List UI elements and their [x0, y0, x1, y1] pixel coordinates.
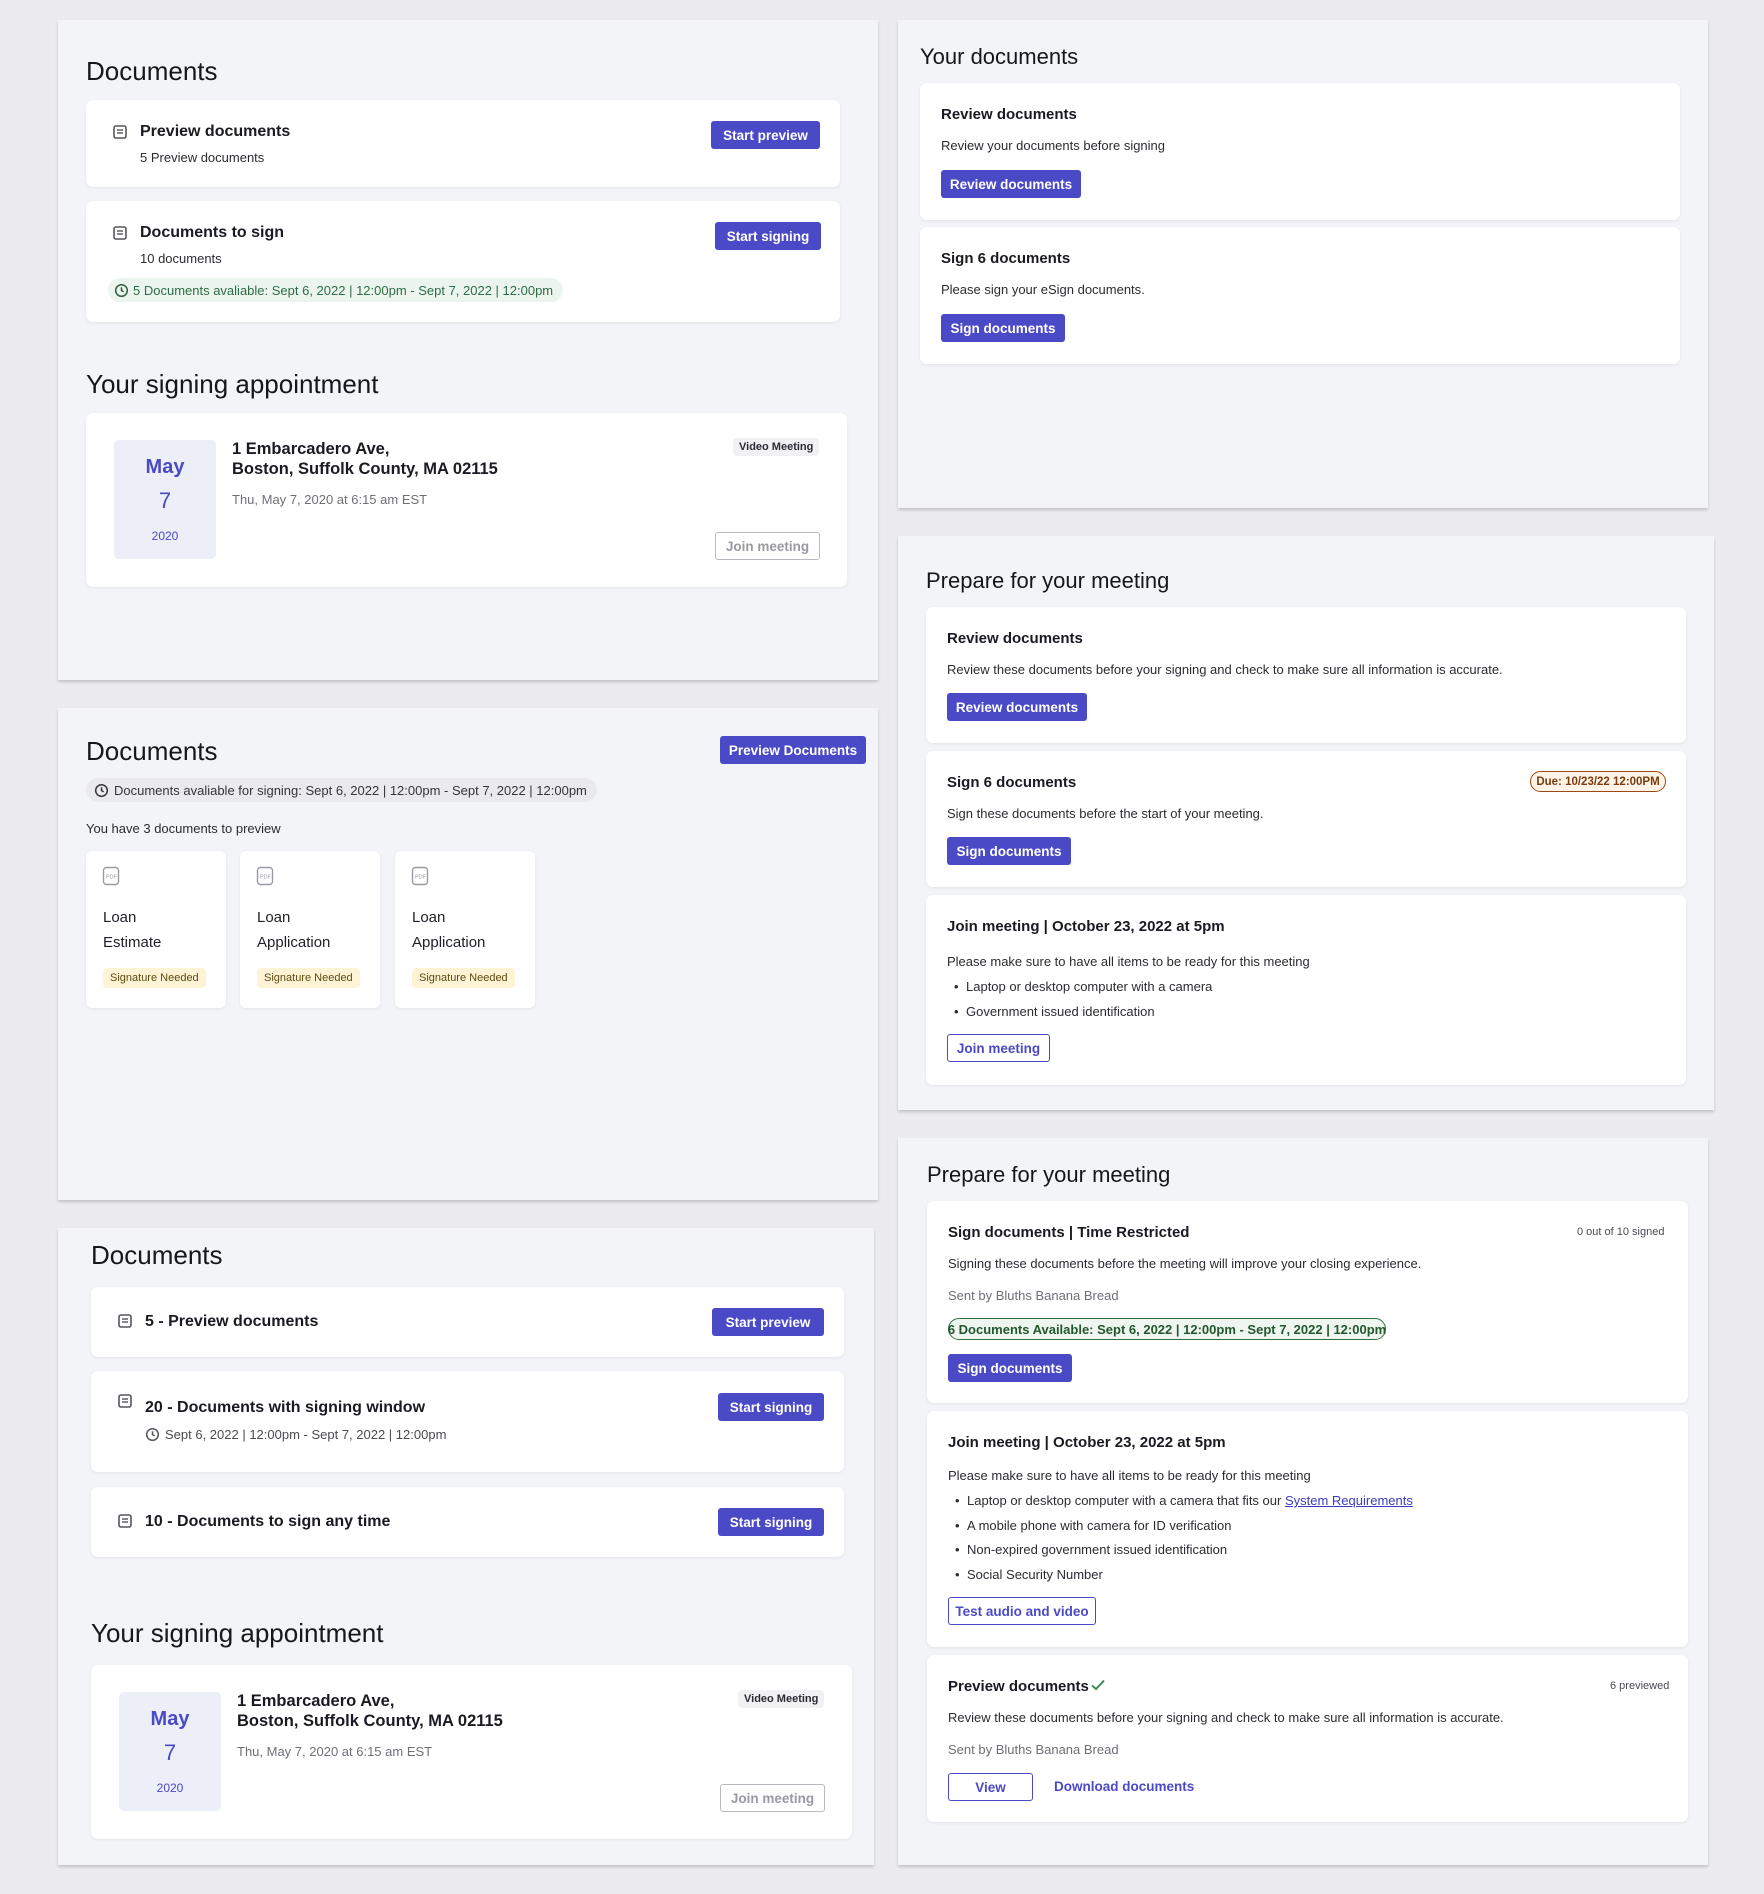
review-documents-card: [926, 607, 1686, 743]
sign-documents-button[interactable]: Sign documents: [941, 314, 1065, 342]
sign-any-time-card: [91, 1487, 844, 1557]
date-day: 7: [163, 1740, 177, 1765]
requirement-text: Laptop or desktop computer with a camera that fits our: [967, 1493, 1282, 1508]
sign-documents-text: Sign these documents before the start of your meeting.: [947, 806, 1264, 821]
test-audio-video-button[interactable]: Test audio and video: [948, 1597, 1096, 1625]
document-name-line2: Estimate: [103, 934, 162, 951]
pdf-icon: [256, 866, 274, 886]
page-title: Documents: [91, 1240, 223, 1270]
date-month: May: [145, 456, 185, 478]
appointment-card: [86, 413, 847, 587]
sign-documents-title: Sign 6 documents: [947, 774, 1077, 791]
join-meeting-text: Please make sure to have all items to be ready for this meeting: [947, 954, 1310, 969]
panel-prepare-meeting-1: [898, 536, 1714, 1110]
join-meeting-button[interactable]: Join meeting: [715, 532, 820, 560]
document-icon: [117, 1393, 133, 1409]
svg-text:PDF: PDF: [415, 874, 426, 881]
review-documents-button[interactable]: Review documents: [941, 170, 1081, 198]
review-documents-card: [920, 83, 1680, 220]
availability-text: Documents avaliable for signing: Sept 6, 2022 | 12:00pm - Sept 7, 2022 | 12:00pm: [114, 782, 587, 798]
join-meeting-button[interactable]: Join meeting: [947, 1034, 1050, 1062]
sign-documents-text: Signing these documents before the meeting will improve your closing experience.: [948, 1256, 1422, 1271]
signature-needed-badge: Signature Needed: [103, 968, 206, 988]
page-title: Documents: [86, 56, 218, 86]
date-day: 7: [158, 488, 172, 513]
preview-documents-card: [86, 100, 840, 187]
page-title: Prepare for your meeting: [926, 568, 1170, 593]
document-card[interactable]: [240, 851, 380, 1008]
join-meeting-card: [926, 895, 1686, 1085]
documents-to-sign-count: 10 documents: [140, 251, 222, 266]
document-name-line1: Loan: [257, 909, 291, 926]
previewed-count: 6 previewed: [1610, 1680, 1670, 1692]
pdf-icon: [102, 866, 120, 886]
date-box: [114, 440, 216, 559]
start-signing-button[interactable]: Start signing: [718, 1393, 824, 1421]
review-documents-title: Review documents: [941, 106, 1077, 123]
document-card[interactable]: [86, 851, 226, 1008]
checkmark-icon: [1090, 1678, 1106, 1692]
document-name-line1: Loan: [412, 909, 446, 926]
due-date-badge: Due: 10/23/22 12:00PM: [1530, 771, 1666, 792]
preview-documents-button[interactable]: Preview Documents: [720, 736, 866, 764]
signature-needed-badge: Signature Needed: [412, 968, 515, 988]
date-year: 2020: [151, 529, 179, 543]
document-icon: [112, 124, 128, 140]
sign-documents-text: Please sign your eSign documents.: [941, 282, 1145, 297]
signing-window-time: Sept 6, 2022 | 12:00pm - Sept 7, 2022 | 12:00pm: [165, 1427, 447, 1442]
start-signing-button[interactable]: Start signing: [718, 1508, 824, 1536]
review-documents-title: Review documents: [947, 630, 1083, 647]
signing-window-title: 20 - Documents with signing window: [145, 1399, 426, 1416]
preview-documents-title: Preview documents: [140, 123, 291, 140]
signature-needed-badge: Signature Needed: [257, 968, 360, 988]
document-icon: [112, 225, 128, 241]
view-button[interactable]: View: [948, 1773, 1033, 1801]
join-meeting-title: Join meeting | October 23, 2022 at 5pm: [947, 918, 1225, 935]
sign-documents-card: [926, 751, 1686, 887]
signing-window-card: [91, 1371, 844, 1472]
svg-text:PDF: PDF: [260, 874, 271, 881]
panel-documents-3: [58, 1228, 874, 1865]
pdf-icon: [411, 866, 429, 886]
appointment-card: [91, 1665, 852, 1839]
sign-documents-card: [927, 1201, 1688, 1403]
clock-icon: [114, 283, 129, 298]
review-documents-text: Review these documents before your signing and check to make sure all information is accurate.: [947, 662, 1503, 677]
requirement-item: • Laptop or desktop computer with a camera: [966, 979, 1212, 994]
join-meeting-text: Please make sure to have all items to be ready for this meeting: [948, 1468, 1311, 1483]
system-requirements-link[interactable]: System Requirements: [1284, 1493, 1413, 1508]
sent-by: Sent by Bluths Banana Bread: [948, 1742, 1119, 1757]
sent-by: Sent by Bluths Banana Bread: [948, 1288, 1119, 1303]
availability-chip: 6 Documents Available: Sept 6, 2022 | 12:00pm - Sept 7, 2022 | 12:00pm: [948, 1318, 1386, 1340]
video-meeting-badge: Video Meeting: [733, 438, 819, 456]
appointment-time: Thu, May 7, 2020 at 6:15 am EST: [237, 1744, 433, 1759]
date-year: 2020: [156, 1781, 184, 1795]
page-title: Documents: [86, 736, 218, 766]
date-box: [119, 1692, 221, 1811]
page-title: Prepare for your meeting: [927, 1162, 1171, 1187]
start-signing-button[interactable]: Start signing: [715, 222, 821, 250]
preview-documents-title: Preview documents: [948, 1678, 1089, 1695]
address-line1: 1 Embarcadero Ave,: [232, 440, 390, 458]
preview-documents-count: 5 Preview documents: [140, 150, 265, 165]
clock-icon: [145, 1427, 160, 1442]
sign-documents-title: Sign documents | Time Restricted: [948, 1224, 1190, 1241]
preview-documents-card: [91, 1287, 844, 1357]
sign-any-time-title: 10 - Documents to sign any time: [145, 1513, 391, 1530]
start-preview-button[interactable]: Start preview: [712, 1308, 824, 1336]
appointment-title: Your signing appointment: [91, 1618, 384, 1648]
sign-documents-card: [920, 227, 1680, 364]
document-icon: [117, 1313, 133, 1329]
svg-text:PDF: PDF: [106, 874, 117, 881]
document-icon: [117, 1513, 133, 1529]
preview-documents-text: Review these documents before your signing and check to make sure all information is accurate.: [948, 1710, 1504, 1725]
page-title: Your documents: [920, 44, 1079, 69]
review-documents-button[interactable]: Review documents: [947, 693, 1087, 721]
requirement-item: • A mobile phone with camera for ID verification: [967, 1518, 1231, 1533]
address-line1: 1 Embarcadero Ave,: [237, 1692, 395, 1710]
availability-chip: [86, 778, 597, 802]
signed-count: 0 out of 10 signed: [1577, 1226, 1665, 1238]
join-meeting-button[interactable]: Join meeting: [720, 1784, 825, 1812]
documents-count-text: You have 3 documents to preview: [86, 821, 281, 836]
date-month: May: [150, 1708, 190, 1730]
availability-text: 5 Documents avaliable: Sept 6, 2022 | 12:00pm - Sept 7, 2022 | 12:00pm: [133, 282, 554, 298]
address-line2: Boston, Suffolk County, MA 02115: [232, 460, 498, 478]
document-name-line2: Application: [412, 934, 486, 951]
document-card[interactable]: [395, 851, 535, 1008]
video-meeting-badge: Video Meeting: [738, 1690, 824, 1708]
join-meeting-title: Join meeting | October 23, 2022 at 5pm: [948, 1434, 1226, 1451]
requirement-item: • Social Security Number: [967, 1567, 1103, 1582]
preview-documents-title: 5 - Preview documents: [145, 1313, 319, 1330]
sign-documents-button[interactable]: Sign documents: [947, 837, 1071, 865]
documents-to-sign-title: Documents to sign: [140, 224, 285, 241]
requirement-item: [967, 1493, 1413, 1508]
appointment-title: Your signing appointment: [86, 369, 379, 399]
panel-documents-1: [58, 20, 878, 680]
sign-documents-button[interactable]: Sign documents: [948, 1354, 1072, 1382]
preview-documents-card: [927, 1655, 1688, 1822]
documents-to-sign-card: [86, 201, 840, 322]
join-meeting-card: [927, 1411, 1688, 1647]
address-line2: Boston, Suffolk County, MA 02115: [237, 1712, 503, 1730]
start-preview-button[interactable]: Start preview: [711, 121, 820, 149]
availability-chip: [108, 278, 563, 302]
requirement-item: • Non-expired government issued identification: [967, 1542, 1227, 1557]
review-documents-text: Review your documents before signing: [941, 138, 1166, 153]
clock-icon: [94, 783, 109, 798]
sign-documents-title: Sign 6 documents: [941, 250, 1071, 267]
panel-documents-2: [58, 708, 878, 1200]
panel-your-documents: [898, 20, 1708, 508]
document-name-line2: Application: [257, 934, 331, 951]
appointment-time: Thu, May 7, 2020 at 6:15 am EST: [232, 492, 428, 507]
requirement-item: • Government issued identification: [966, 1004, 1155, 1019]
document-name-line1: Loan: [103, 909, 137, 926]
download-documents-link[interactable]: Download documents: [1054, 1779, 1195, 1794]
panel-prepare-meeting-2: [898, 1138, 1708, 1865]
